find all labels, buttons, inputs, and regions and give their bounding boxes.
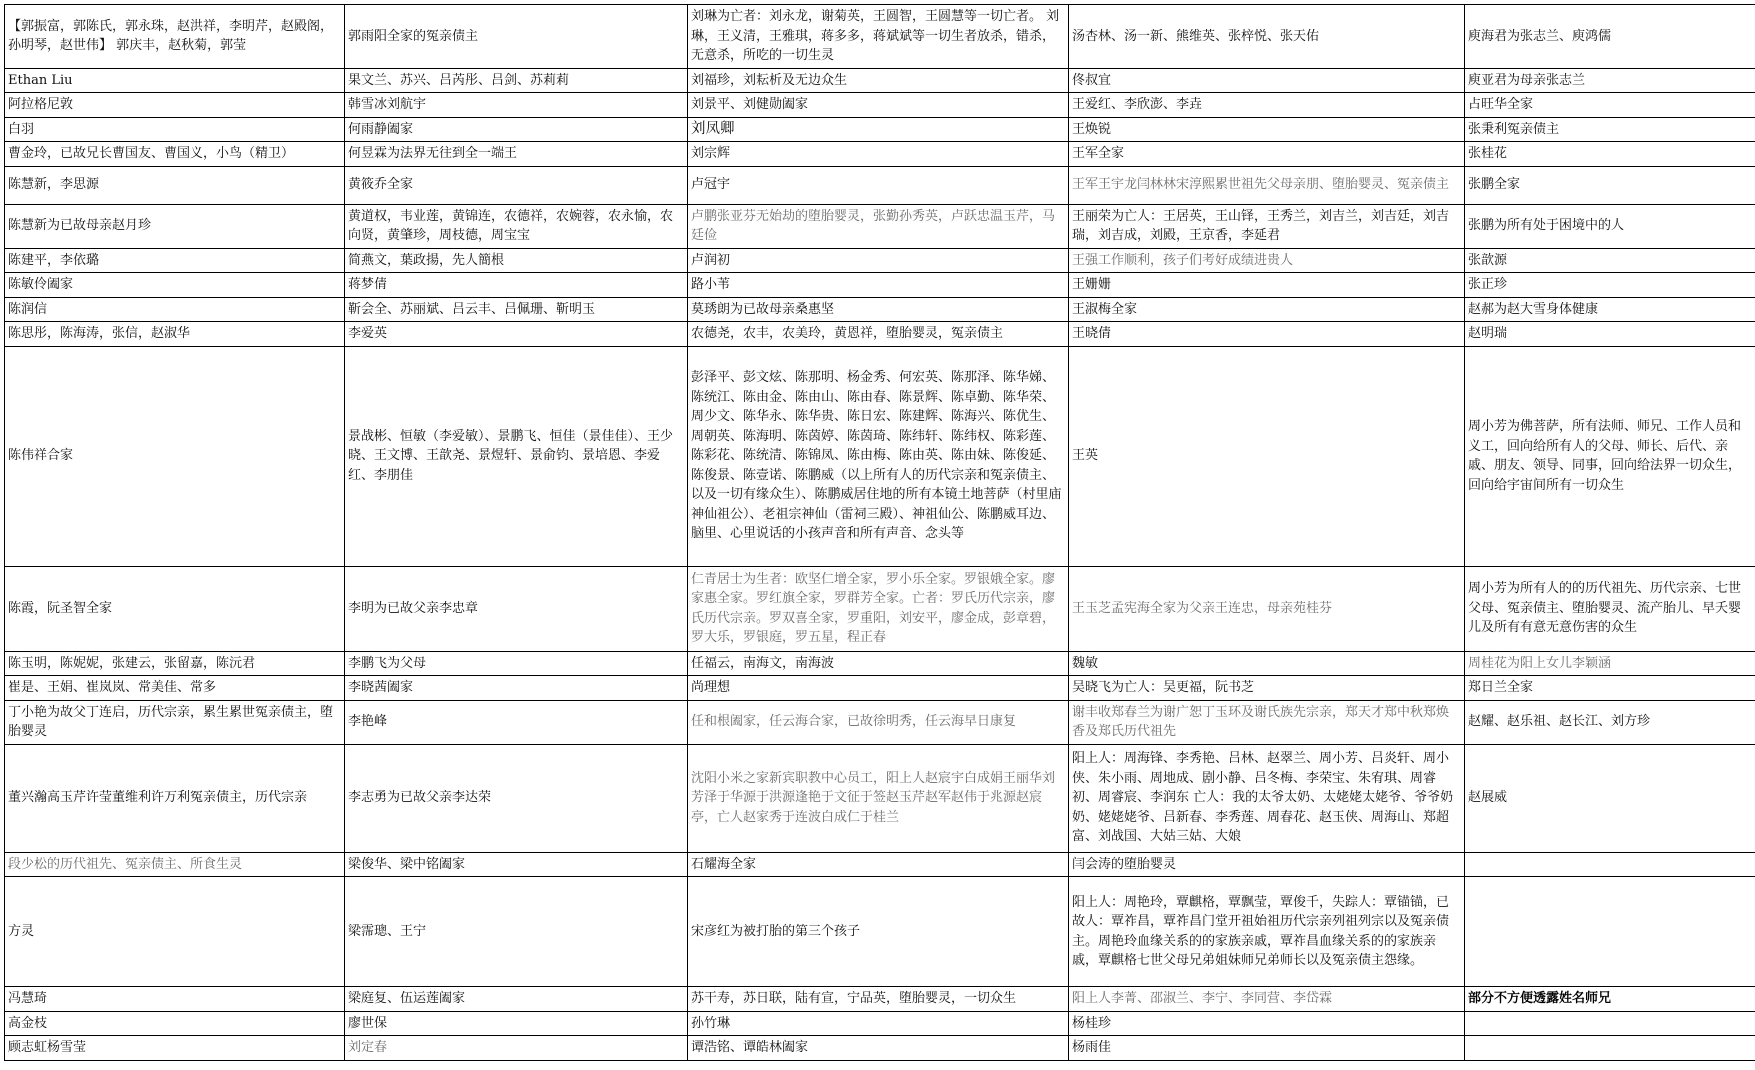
table-cell: 崔是、王娟、崔岚岚、常美佳、常多 [5,676,345,701]
table-cell: 黄筱乔全家 [345,166,688,204]
table-cell: 卢冠宇 [688,166,1069,204]
table-cell: 尚理想 [688,676,1069,701]
table-cell: 莫琇朗为已故母亲桑惠坚 [688,297,1069,322]
table-row [5,651,1755,676]
table-cell: 周桂花为阳上女儿李颖涵 [1465,651,1755,676]
table-cell: 梁庭复、伍运莲阖家 [345,987,688,1012]
table-cell: 仁青居士为生者：欧坚仁增全家，罗小乐全家。罗银娥全家。廖家惠全家。罗红旗全家，罗群芳全家。亡者：罗氏历代宗亲，廖氏历代宗亲。罗双喜全家，罗重阳，刘安平，廖金成，彭章碧，罗大乐，罗银庭，罗五星，程正春 [688,566,1069,651]
table-cell: 李志勇为已故父亲李达荣 [345,744,688,852]
table-row [5,566,1755,651]
table-cell: 任福云，南海文，南海波 [688,651,1069,676]
table-cell: 张正珍 [1465,273,1755,298]
table-row [5,93,1755,118]
table-cell: 梁俊华、梁中铭阖家 [345,852,688,877]
table-cell [1465,1011,1755,1036]
table-row [5,1011,1755,1036]
table-cell: 李艳峰 [345,700,688,744]
table-cell [1465,1036,1755,1061]
table-cell: 陈慧新，李思源 [5,166,345,204]
table-cell: 陈慧新为已故母亲赵月珍 [5,204,345,248]
table-cell: 陈润信 [5,297,345,322]
table-cell: 张秉利冤亲债主 [1465,117,1755,142]
table-cell: 魏敏 [1069,651,1465,676]
table-cell: 郭雨阳全家的冤亲债主 [345,5,688,69]
table-cell: 谭浩铭、谭皓林阖家 [688,1036,1069,1061]
table-cell: 曹金玲，已故兄长曹国友、曹国义，小鸟（精卫） [5,142,345,167]
table-cell: 路小苇 [688,273,1069,298]
table-row [5,166,1755,204]
table-cell: 卢润初 [688,248,1069,273]
table-cell: 王焕锐 [1069,117,1465,142]
table-cell: 佟叔宜 [1069,68,1465,93]
table-cell: 王晓倩 [1069,322,1465,347]
table-cell: 汤杏林、汤一新、熊维英、张梓悦、张天佑 [1069,5,1465,69]
table-cell: 赵郝为赵大雪身体健康 [1465,297,1755,322]
table-cell: 庾亚君为母亲张志兰 [1465,68,1755,93]
table-cell: 陈建平，李依璐 [5,248,345,273]
table-row [5,68,1755,93]
table-row [5,5,1755,69]
table-cell: 赵耀、赵乐祖、赵长江、刘方珍 [1465,700,1755,744]
table-cell: 陈伟祥合家 [5,346,345,566]
table-row [5,248,1755,273]
table-cell: 郑日兰全家 [1465,676,1755,701]
table-row [5,273,1755,298]
table-cell: 简燕文，葉政揚，先人簡根 [345,248,688,273]
table-row [5,142,1755,167]
table-cell: 张歆源 [1465,248,1755,273]
table-row [5,297,1755,322]
table-cell: 王淑梅全家 [1069,297,1465,322]
table-row [5,877,1755,987]
table-cell: Ethan Liu [5,68,345,93]
table-cell: 任和根阖家，任云海合家，已故徐明秀，任云海早日康复 [688,700,1069,744]
table-cell: 果文兰、苏兴、吕芮彤、吕剑、苏莉莉 [345,68,688,93]
table-cell: 景战彬、恒敏（李爱敏）、景鹏飞、恒佳（景佳佳）、王少晓、王文博、王歆尧、景煜轩、景俞钧、景培恩、李爱红、李朋佳 [345,346,688,566]
table-cell: 冯慧琦 [5,987,345,1012]
table-cell: 部分不方便透露姓名师兄 [1465,987,1755,1012]
table-cell: 何雨静阖家 [345,117,688,142]
table-cell: 占旺华全家 [1465,93,1755,118]
table-row [5,346,1755,566]
table-cell: 农德尧，农丰，农美玲，黄恩祥，堕胎婴灵，冤亲债主 [688,322,1069,347]
table-row [5,852,1755,877]
table-cell: 刘琳为亡者：刘永龙，谢菊英，王圆智，王圆慧等一切亡者。 刘琳，王义清，王雅琪，蒋多多，蒋斌斌等一切生者放杀，错杀，无意杀，所吃的一切生灵 [688,5,1069,69]
table-cell: 苏干寿，苏日联，陆有宣，宁品英，堕胎婴灵，一切众生 [688,987,1069,1012]
table-cell: 董兴瀚高玉芹许莹董维利许万利冤亲债主，历代宗亲 [5,744,345,852]
table-cell: 王军全家 [1069,142,1465,167]
table-cell: 张鹏全家 [1465,166,1755,204]
table-cell: 王爱红、李欣澎、李垚 [1069,93,1465,118]
table-cell: 孙竹琳 [688,1011,1069,1036]
table-cell [1465,877,1755,987]
table-cell: 李明为已故父亲李忠章 [345,566,688,651]
table-cell: 李爱英 [345,322,688,347]
table-row [5,322,1755,347]
table-cell: 杨雨佳 [1069,1036,1465,1061]
table-cell: 沈阳小米之家新宾职教中心员工，阳上人赵宸宇白成娟王丽华刘芳泽于华源于洪源逢艳于文征于签赵玉芹赵军赵伟于兆源赵宸亭，亡人赵家秀于连波白成仁于桂兰 [688,744,1069,852]
table-cell: 周小芳为佛菩萨，所有法师、师兄、工作人员和义工，回向给所有人的父母、师长、后代、亲戚、朋友、领导、同事，回向给法界一切众生，回向给宇宙间所有一切众生 [1465,346,1755,566]
table-cell: 王英 [1069,346,1465,566]
table-cell: 梁霈璁、王宁 [345,877,688,987]
table-row [5,676,1755,701]
table-row [5,700,1755,744]
table-cell: 石耀海全家 [688,852,1069,877]
table-cell: 王丽荣为亡人：王居英，王山铎，王秀兰，刘吉兰，刘吉廷，刘吉瑞，刘吉成，刘殿，王京香，李延君 [1069,204,1465,248]
table-cell: 卢鹏张亚芬无始劫的堕胎婴灵，张勤孙秀英，卢跃忠温玉芹，马廷俭 [688,204,1069,248]
table-cell: 彭泽平、彭文炫、陈那明、杨金秀、何宏英、陈那泽、陈华娣、陈统江、陈由金、陈由山、陈由春、陈景辉、陈卓勤、陈华荣、周少文、陈华永、陈华贵、陈日宏、陈建辉、陈海兴、陈优生、周朝英、陈海明、陈茵婷、陈茵琦、陈纬轩、陈纬权、陈彩莲、陈彩花、陈统清、陈锦凤、陈由梅、陈由英、陈由妹、陈俊延、陈俊景、陈壹诺、陈鹏威（以上所有人的历代宗亲和冤亲债主、以及一切有缘众生）、陈鹏威居住地的所有本镜土地菩萨（村里庙神仙祖公）、老祖宗神仙（雷祠三殿）、神祖仙公、陈鹏威耳边、脑里、心里说话的小孩声音和所有声音、念头等 [688,346,1069,566]
table-cell [1465,852,1755,877]
table-row [5,744,1755,852]
table-cell: 阳上人李菁、邵淑兰、李宁、李同营、李岱霖 [1069,987,1465,1012]
table-cell: 刘宗辉 [688,142,1069,167]
table-cell: 王军王宇龙闫林林宋淳熙累世祖先父母亲朋、堕胎婴灵、冤亲债主 [1069,166,1465,204]
table-cell: 王姗姗 [1069,273,1465,298]
table-cell: 阳上人：周海锋、李秀艳、吕林、赵翠兰、周小芳、吕炎轩、周小侠、朱小雨、周地成、剧小静、吕冬梅、李荣宝、朱宥琪、周睿初、周睿宸、李润东 亡人：我的太爷太奶、太姥姥太姥爷、爷爷奶奶、姥姥姥爷、吕新春、李秀莲、周春花、赵玉侠、周海山、郑超富、刘战国、大姑三姑、大娘 [1069,744,1465,852]
table-cell: 【郭振富，郭陈氏，郭永珠，赵洪祥，李明芹，赵殿阁，孙明琴，赵世伟】 郭庆丰，赵秋菊，郭莹 [5,5,345,69]
table-cell: 阿拉格尼敦 [5,93,345,118]
table-cell: 吴晓飞为亡人：吴更福，阮书芝 [1069,676,1465,701]
table-cell: 顾志虹杨雪莹 [5,1036,345,1061]
table-cell: 张桂花 [1465,142,1755,167]
table-cell: 方灵 [5,877,345,987]
table-cell: 刘福珍，刘耘析及无边众生 [688,68,1069,93]
table-cell: 陈敏伶阖家 [5,273,345,298]
table-cell: 刘景平、刘健勋阖家 [688,93,1069,118]
table-cell: 宋彦红为被打胎的第三个孩子 [688,877,1069,987]
table-cell: 周小芳为所有人的的历代祖先、历代宗亲、七世父母、冤亲债主、堕胎婴灵、流产胎儿、早夭婴儿及所有有意无意伤害的众生 [1465,566,1755,651]
dedication-sheet [4,4,1755,1061]
table-cell: 李晓茜阖家 [345,676,688,701]
table-cell: 刘定春 [345,1036,688,1061]
table-cell: 李鹏飞为父母 [345,651,688,676]
table-cell: 谢丰收郑春兰为谢广恕丁玉环及谢氏族先宗亲，郑天才郑中秋郑焕香及郑氏历代祖先 [1069,700,1465,744]
table-cell: 韩雪冰刘航宇 [345,93,688,118]
table-row [5,204,1755,248]
table-cell: 陈玉明，陈妮妮，张建云，张留嘉，陈沅君 [5,651,345,676]
table-row [5,1036,1755,1061]
table-cell: 庾海君为张志兰、庾鸿儒 [1465,5,1755,69]
table-cell: 王玉芝孟宪海全家为父亲王连忠，母亲苑桂芬 [1069,566,1465,651]
table-cell: 段少松的历代祖先、冤亲债主、所食生灵 [5,852,345,877]
table-row [5,117,1755,142]
table-cell: 赵展威 [1465,744,1755,852]
table-cell: 王强工作顺利，孩子们考好成绩进贵人 [1069,248,1465,273]
table-row [5,987,1755,1012]
table-cell: 赵明瑞 [1465,322,1755,347]
table-cell: 何昱霖为法界无往到全一端王 [345,142,688,167]
table-cell: 刘凤卿 [688,117,1069,142]
table-cell: 陈思彤，陈海涛，张信，赵淑华 [5,322,345,347]
table-cell: 廖世保 [345,1011,688,1036]
table-cell: 黄道权，韦业莲，黄锦连，农德祥，农婉蓉，农永愉，农向贤，黄肇珍，周枝德，周宝宝 [345,204,688,248]
table-cell: 靳会全、苏丽斌、吕云丰、吕佩珊、靳明玉 [345,297,688,322]
sheet-body [5,5,1755,1061]
table-cell: 丁小艳为故父丁连启，历代宗亲，累生累世冤亲债主，堕胎婴灵 [5,700,345,744]
table-cell: 陈霞，阮圣智全家 [5,566,345,651]
table-cell: 白羽 [5,117,345,142]
table-cell: 杨桂珍 [1069,1011,1465,1036]
table-cell: 高金枝 [5,1011,345,1036]
table-cell: 张鹏为所有处于困境中的人 [1465,204,1755,248]
table-cell: 蒋梦倩 [345,273,688,298]
table-cell: 阳上人：周艳玲，覃麒格，覃飘莹，覃俊千，失踪人：覃锚锚，已故人：覃祚昌，覃祚昌门堂开祖始祖历代宗亲列祖列宗以及冤亲债主。周艳玲血缘关系的的家族亲戚，覃祚昌血缘关系的的家族亲戚，覃麒格七世父母兄弟姐妹师兄弟师长以及冤亲债主怨缘。 [1069,877,1465,987]
table-cell: 闫会涛的堕胎婴灵 [1069,852,1465,877]
